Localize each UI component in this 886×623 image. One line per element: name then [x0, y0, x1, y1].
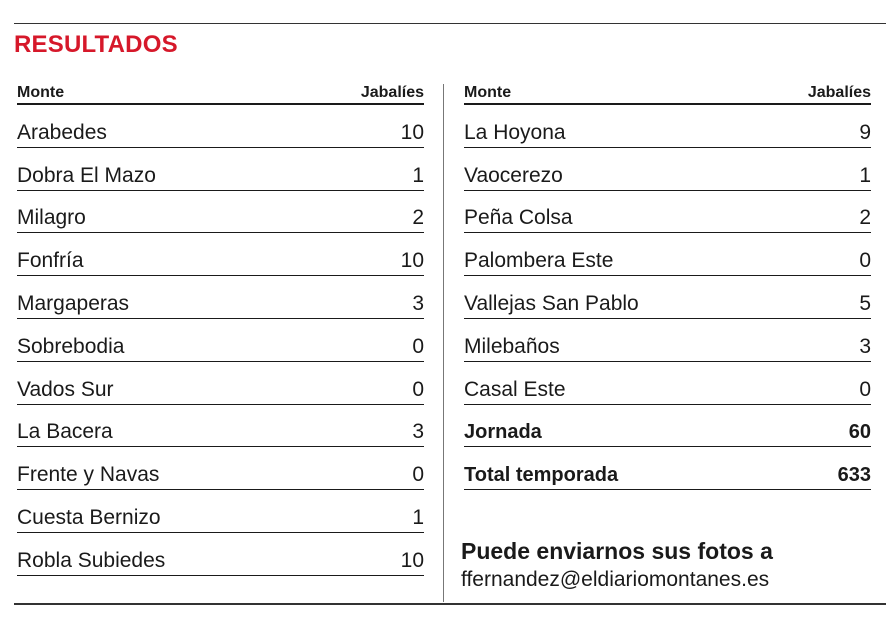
table-row-value: 0	[412, 377, 424, 401]
table-row	[464, 276, 871, 319]
top-rule	[14, 23, 886, 24]
header-monte: Monte	[464, 84, 512, 101]
section-title: RESULTADOS	[14, 31, 178, 58]
table-row-label: Dobra El Mazo	[17, 163, 156, 187]
table-row	[464, 319, 871, 362]
table-row-value: 10	[400, 548, 424, 572]
table-row-value: 10	[400, 120, 424, 144]
table-row-label: Arabedes	[17, 120, 107, 144]
header-jabalies: Jabalíes	[360, 84, 424, 101]
table-row-label: Palombera Este	[464, 249, 614, 273]
table-row-value: 10	[400, 249, 424, 273]
table-row-label: Milebaños	[464, 334, 560, 358]
table-row	[464, 105, 871, 148]
table-row-value: 3	[412, 291, 424, 315]
header-jabalies: Jabalíes	[807, 84, 871, 101]
table-row	[17, 533, 424, 576]
table-row-label: Casal Este	[464, 377, 566, 401]
contact-block	[461, 536, 881, 594]
right-table-body	[464, 105, 871, 490]
table-row-label: Fonfría	[17, 249, 84, 273]
table-row	[17, 105, 424, 148]
table-row	[17, 148, 424, 191]
table-row-label: Milagro	[17, 206, 86, 230]
bottom-rule	[14, 603, 886, 605]
table-row-value: 9	[859, 120, 871, 144]
table-row	[464, 191, 871, 234]
left-results-table	[17, 83, 424, 576]
table-row	[17, 191, 424, 234]
right-results-table	[464, 83, 871, 490]
table-row-value: 0	[412, 463, 424, 487]
table-row	[17, 276, 424, 319]
table-row-value: 1	[412, 505, 424, 529]
table-row	[464, 362, 871, 405]
table-row	[464, 148, 871, 191]
total-row	[464, 405, 871, 448]
left-table-body	[17, 105, 424, 576]
table-row	[17, 319, 424, 362]
table-row-label: Sobrebodia	[17, 334, 125, 358]
header-monte: Monte	[17, 84, 65, 101]
table-row-label: Margaperas	[17, 291, 130, 315]
table-row-label: Vados Sur	[17, 377, 114, 401]
table-row-label: La Bacera	[17, 420, 113, 444]
table-row-value: 2	[859, 206, 871, 230]
table-row	[17, 233, 424, 276]
contact-email[interactable]: ffernandez@eldiariomontanes.es	[461, 568, 770, 591]
column-divider	[443, 84, 444, 602]
table-row-label: Vaocerezo	[464, 163, 563, 187]
table-row-value: 3	[412, 420, 424, 444]
table-row-value: 3	[859, 334, 871, 358]
table-row	[17, 362, 424, 405]
table-row	[17, 490, 424, 533]
table-row-value: 5	[859, 291, 871, 315]
table-row	[464, 233, 871, 276]
table-row-value: 1	[412, 163, 424, 187]
table-row-value: 1	[859, 163, 871, 187]
contact-prompt: Puede enviarnos sus fotos a	[461, 538, 773, 564]
table-row-value: 0	[412, 334, 424, 358]
total-row-value: 633	[837, 464, 871, 487]
table-row-value: 0	[859, 249, 871, 273]
table-row-label: Peña Colsa	[464, 206, 573, 230]
table-row-label: Cuesta Bernizo	[17, 505, 161, 529]
table-row-label: La Hoyona	[464, 120, 566, 144]
total-row	[464, 447, 871, 490]
table-row-label: Vallejas San Pablo	[464, 291, 639, 315]
table-row-label: Robla Subiedes	[17, 548, 166, 572]
total-row-label: Jornada	[464, 421, 542, 444]
table-row-value: 2	[412, 206, 424, 230]
table-row-label: Frente y Navas	[17, 463, 160, 487]
table-row-value: 0	[859, 377, 871, 401]
table-header	[464, 83, 871, 105]
table-row	[17, 447, 424, 490]
total-row-value: 60	[848, 421, 871, 444]
table-header	[17, 83, 424, 105]
total-row-label: Total temporada	[464, 464, 619, 487]
table-row	[17, 405, 424, 448]
